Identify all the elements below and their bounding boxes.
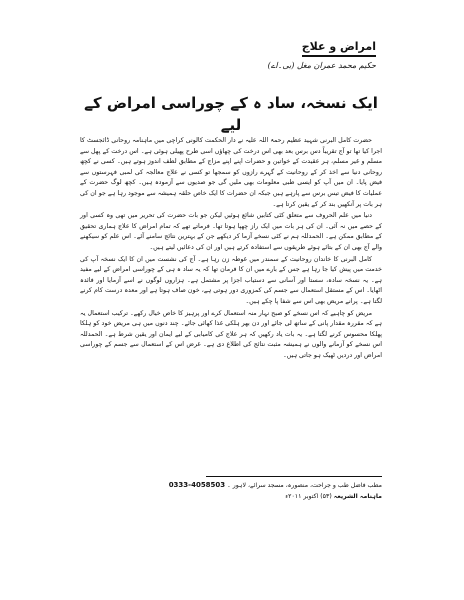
author-name: حکیم محمد عمران مغل (بی۔اے) — [267, 60, 376, 70]
footnote-journal-line — [150, 491, 382, 502]
footnote-address-line: مطب فاضل طب و جراحت، منصورہ، مسجد سرائے، لاہور ۔ 0333-4058503 — [168, 481, 382, 489]
section-header — [216, 40, 376, 72]
section-title: امراض و علاج — [301, 40, 376, 53]
footnote-address: مطب فاضل طب و جراحت، منصورہ، مسجد سرائے، لاہور — [232, 482, 382, 489]
page-number: (۵۳) — [320, 493, 332, 500]
footnote-divider — [206, 476, 382, 477]
paragraph: مریض کو چاہیے کہ اس نسخے کو صبح نہار منہ استعمال کرے اور پرہیز کا خاص خیال رکھے۔ ترکیب استعمال یہ ہے کہ مقررہ مقدار پانی کے ساتھ لی جائے اور دن بھر ہلکی غذا کھائی جائے۔ چند دنوں میں ہی مریض خود کو ہلکا پھلکا محسوس کرنے لگتا ہے۔ یہ بات یاد رکھیں کہ ہر علاج کی کامیابی کے لیے ایمان اور یقین شرط ہے۔ الحمدللہ اس نسخے کو آزمانے والوں نے ہمیشہ مثبت نتائج کی اطلاع دی ہے۔ غرض اس کے استعمال سے جسم کے چوراسی امراض اور دردیں ٹھیک ہو جاتی ہیں۔ — [80, 309, 382, 359]
section-title-underline — [302, 55, 376, 57]
article-body — [80, 136, 382, 362]
footnote — [150, 480, 382, 502]
journal-name: ماہنامہ الشریعہ — [333, 493, 382, 500]
article-title: ایک نسخہ، ساد ہ کے چوراسی امراض کے لیے — [84, 94, 378, 134]
paragraph: کامل البرنی کا خاندان روحانیت کے سمندر میں غوطہ زن رہا ہے۔ آج کی نشست میں ان کا ایک نسخہ آپ کی خدمت میں پیش کیا جا رہا ہے جس کے بارے میں ان کا فرمان تھا کہ یہ ساد ہ ہی کے چوراسی امراض کے لیے مفید ہے۔ یہ نسخہ سادہ، سستا اور آسانی سے دستیاب اجزا پر مشتمل ہے۔ ہزاروں لوگوں نے اسے آزمایا اور فائدہ اٹھایا۔ اس کے مستقل استعمال سے جسم کی کمزوری دور ہوتی ہے، خون صاف ہوتا ہے اور معدہ درست کام کرنے لگتا ہے۔ پرانے مریض بھی اس سے شفا پا چکے ہیں۔ — [80, 255, 382, 305]
issue-date: اکتوبر ۲۰۱۱ء — [285, 493, 319, 500]
paragraph: دنیا میں علم الحروف سے متعلق کئی کتابیں شائع ہوئیں لیکن جو بات حضرت کی تحریر میں تھی وہ کسی اور کے حصے میں نہ آئی۔ ان کی ہر بات میں ایک راز چھپا ہوتا تھا۔ فرماتے تھے کہ تمام امراض کا علاج ہماری تحقیق کے مطابق ممکن ہے۔ الحمدللہ ہم نے کئی نسخے آزما کر دیکھے جن کے بہترین نتائج سامنے آئے۔ اس علم کو سیکھنے والے آج بھی ان کے بتائے ہوئے طریقوں سے استفادہ کرتے ہیں اور ان کی دعائیں لیتے ہیں۔ — [80, 212, 382, 251]
paragraph: حضرت کامل البرنی شہید عظیم رحمۃ اللہ علیہ نے دار الحکمت کالونی کراچی میں ماہنامہ روحانی ڈائجسٹ کا اجرا کیا تھا تو آج تقریباً دس برس بعد بھی اس درخت کی چھاؤں اسی طرح پھیلی ہوئی ہے۔ اس درخت کے پھل سے مسلم و غیر مسلم، ہر عقیدت کے خواتین و حضرات اپنے اپنے مزاج کے مطابق لطف اندوز ہوتے ہیں۔ کسی نے کچھ روحانی دنیا سے اخذ کر کے روحانیت کے گہرے رازوں کو سمجھا تو کسی نے علاج معالجہ کی لمبی فہرستوں سے فیض پایا۔ ان میں آپ کو ایسی طبی معلومات بھی ملیں گی جو صدیوں سے آزمودہ ہیں۔ کچھ لوگ حضرت کے عملیات کا فیض تیس برس سے پارہے ہیں جبکہ ان حضرات کا ایک خاص حلقہ ہمیشہ سے موجود رہا ہے جو ان کی ہر بات پر آنکھیں بند کر کے یقین کرتا ہے۔ — [80, 137, 382, 208]
footnote-phone: 0333-4058503 — [168, 481, 226, 489]
